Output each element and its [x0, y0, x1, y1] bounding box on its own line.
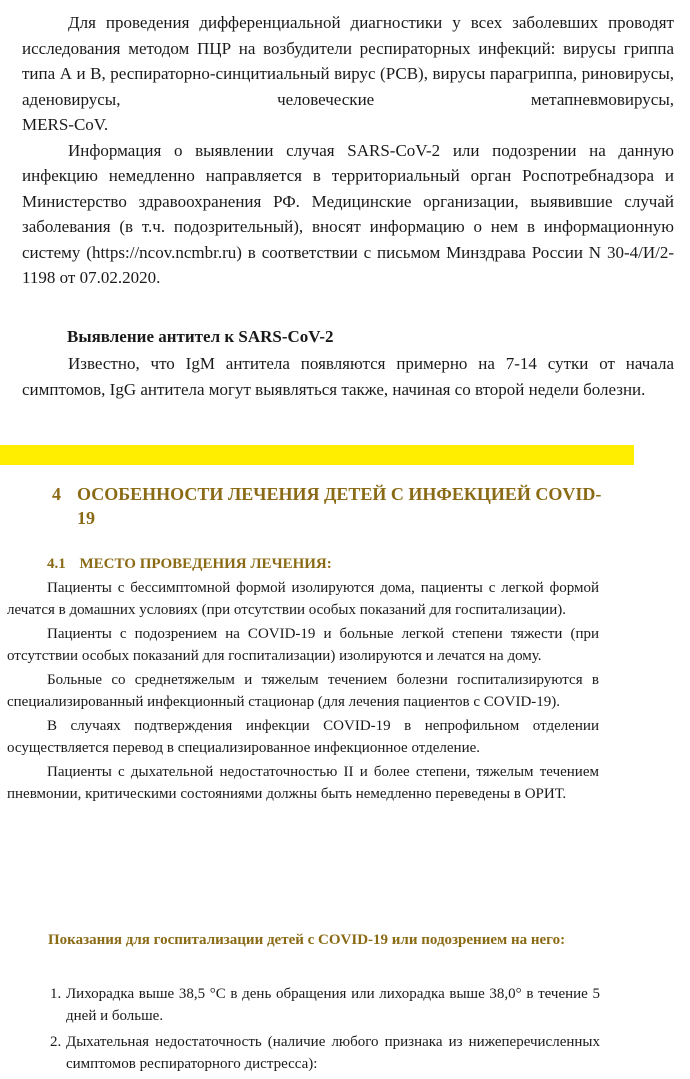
- antibodies-paragraph: Известно, что IgM антитела появляются примерно на 7-14 сутки от начала симптомов, IgG антитела могут выявляться также, начиная со второй недели болезни.: [22, 354, 674, 399]
- section-4-number: 4: [52, 484, 61, 504]
- list-item: [50, 983, 600, 1027]
- highlight-bar: [0, 445, 634, 465]
- list-item-number: 2.: [50, 1034, 62, 1050]
- hospitalization-heading: Показания для госпитализации детей с COVID-19 или подозрением на него:: [48, 932, 566, 948]
- antibodies-text-block: [22, 351, 674, 402]
- paragraph-asymptomatic: Пациенты с бессимптомной формой изолируются дома, пациенты с легкой формой лечатся в домашних условиях (при отсутствии особых показаний для госпитализации).: [7, 580, 599, 618]
- paragraph-transfer: В случаях подтверждения инфекции COVID-19 в непрофильном отделении осуществляется перевод в специализированное инфекционное отделение.: [7, 718, 599, 756]
- antibodies-heading: Выявление антител к SARS-CoV-2: [67, 327, 334, 346]
- section-4-1-heading: [47, 556, 332, 573]
- section-4-title: ОСОБЕННОСТИ ЛЕЧЕНИЯ ДЕТЕЙ С ИНФЕКЦИЕЙ COVID-19: [77, 484, 602, 528]
- list-item-number: 1.: [50, 986, 62, 1002]
- section-4-heading: [52, 482, 612, 530]
- paragraph-icu: Пациенты с дыхательной недостаточностью II и более степени, тяжелым течением пневмонии, критическими состояниями должны быть немедленно переведены в ОРИТ.: [7, 764, 599, 802]
- paragraph-reporting: Информация о выявлении случая SARS-CoV-2 или подозрении на данную инфекцию немедленно направляется в территориальный орган Роспотребнадзора и Министерство здравоохранения РФ. Медицинские организации, выявившие случай заболевания (в т.ч. подозрительный), вносят информацию о нем в информационную систему (https://ncov.ncmbr.ru) в соответствии с письмом Минздрава России N 30-4/И/2-1198 от 07.02.2020.: [22, 140, 674, 287]
- list-item-text: Дыхательная недостаточность (наличие любого признака из нижеперечисленных симптомов респираторного дистресса):: [66, 1034, 600, 1072]
- intro-text: [22, 10, 674, 291]
- section-4-1-number: 4.1: [47, 556, 66, 572]
- section-4-1-body: [7, 577, 599, 807]
- section-4-1-title: МЕСТО ПРОВЕДЕНИЯ ЛЕЧЕНИЯ:: [79, 556, 332, 572]
- paragraph-pcr-diagnostics-end: MERS-CoV.: [22, 115, 109, 134]
- paragraph-pcr-diagnostics: Для проведения дифференциальной диагностики у всех заболевших проводят исследования методом ПЦР на возбудители респираторных инфекций: вирусы гриппа типа А и В, респираторно-синцитиальный вирус (РСВ), вирусы парагриппа, риновирусы, аденовирусы, человеческие метапневмовирусы,: [22, 13, 674, 109]
- paragraph-suspected: Пациенты с подозрением на COVID-19 и больные легкой степени тяжести (при отсутствии особых показаний для госпитализации) изолируются и лечатся на дому.: [7, 626, 599, 664]
- hospitalization-list: [50, 983, 600, 1079]
- list-item-text: Лихорадка выше 38,5 °С в день обращения или лихорадка выше 38,0° в течение 5 дней и больше.: [66, 986, 600, 1024]
- list-item: [50, 1031, 600, 1075]
- paragraph-moderate-severe: Больные со среднетяжелым и тяжелым течением болезни госпитализируются в специализированный инфекционный стационар (для лечения пациентов с COVID-19).: [7, 672, 599, 710]
